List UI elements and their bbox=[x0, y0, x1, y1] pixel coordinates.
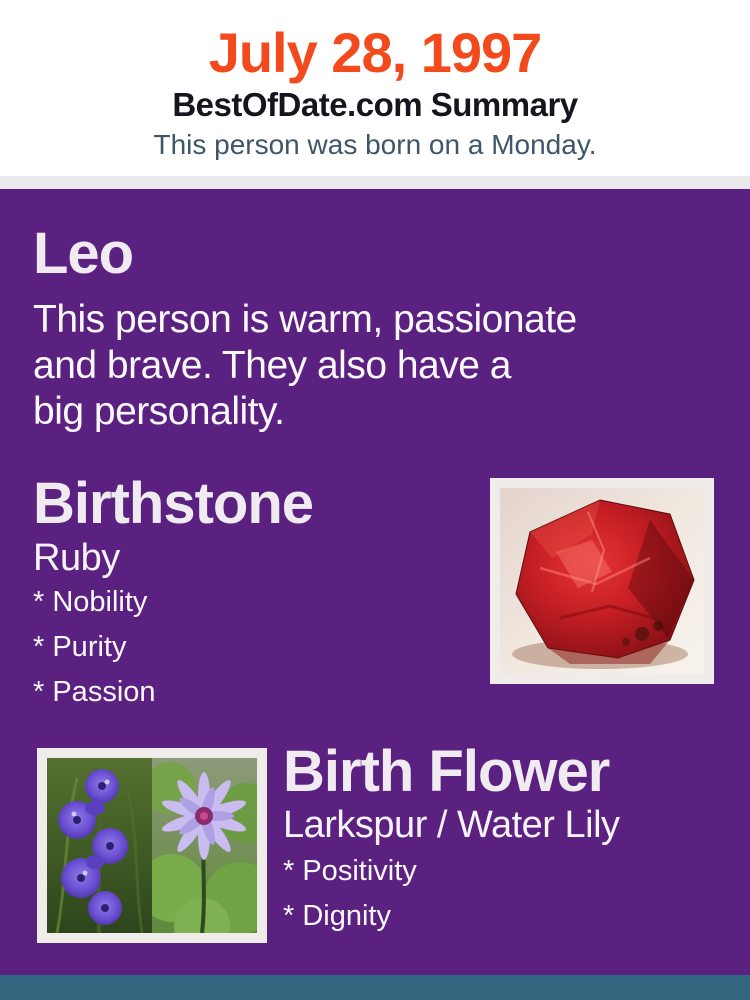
birthstone-heading: Birthstone bbox=[33, 471, 313, 536]
birthstone-trait: * Nobility bbox=[33, 586, 148, 618]
water-lily-image bbox=[152, 758, 257, 933]
zodiac-description-line: This person is warm, passionate bbox=[33, 298, 577, 341]
born-weekday-line: This person was born on a Monday. bbox=[153, 129, 597, 160]
birth-flower-photo bbox=[37, 748, 267, 943]
header-divider bbox=[0, 176, 750, 189]
birth-flower-name: Larkspur / Water Lily bbox=[283, 804, 620, 846]
zodiac-description-line: big personality. bbox=[33, 390, 285, 433]
birth-flower-traits bbox=[283, 855, 417, 945]
zodiac-description-line: and brave. They also have a bbox=[33, 344, 511, 387]
birthstone-trait: * Passion bbox=[33, 676, 156, 708]
birthstone-traits bbox=[33, 586, 156, 721]
birthstone-trait: * Purity bbox=[33, 631, 127, 663]
ruby-gemstone-image bbox=[500, 488, 704, 674]
birth-flower-heading: Birth Flower bbox=[283, 739, 610, 804]
birth-flower-trait: * Positivity bbox=[283, 855, 417, 887]
page-title-date: July 28, 1997 bbox=[208, 21, 542, 84]
footer-accent-bar bbox=[0, 975, 750, 1000]
site-title: BestOfDate.com Summary bbox=[172, 86, 578, 123]
birth-flower-trait: * Dignity bbox=[283, 900, 391, 932]
birthstone-name: Ruby bbox=[33, 537, 120, 579]
zodiac-sign-heading: Leo bbox=[33, 221, 134, 286]
zodiac-description bbox=[33, 297, 713, 435]
ruby-photo bbox=[490, 478, 714, 684]
larkspur-image bbox=[47, 758, 152, 933]
